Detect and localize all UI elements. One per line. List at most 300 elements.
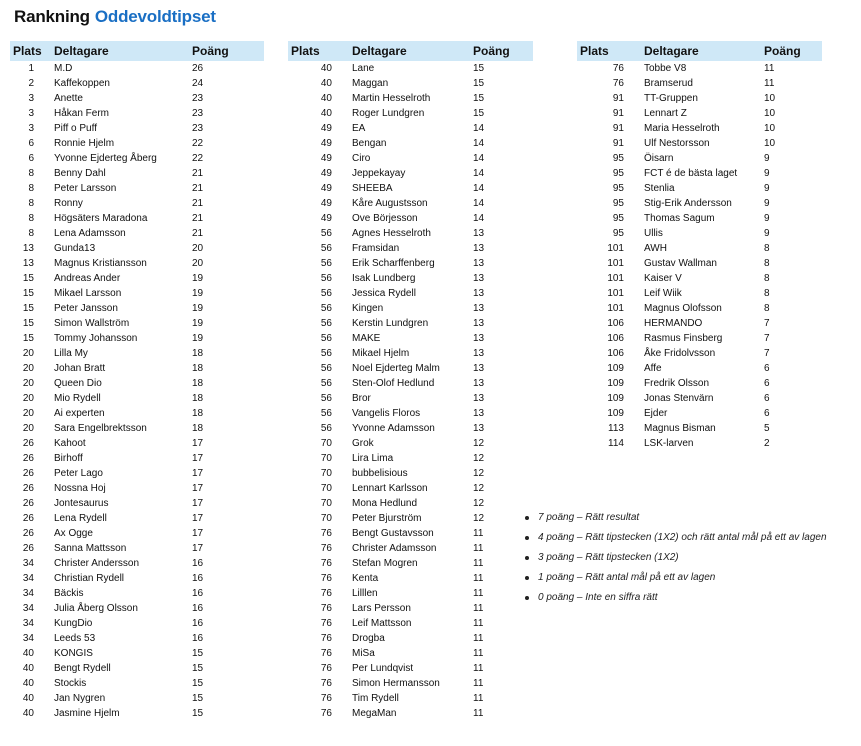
table-row: [10, 61, 264, 76]
table-row: [577, 76, 822, 91]
cell-plats: 15: [22, 318, 34, 329]
table-row: [288, 331, 533, 346]
cell-deltagare: Christian Rydell: [54, 573, 125, 584]
table-row: [10, 196, 264, 211]
cell-deltagare: bubbelisious: [352, 468, 408, 479]
cell-plats: 109: [607, 363, 624, 374]
table-row: [10, 151, 264, 166]
cell-plats: 34: [22, 618, 34, 629]
cell-deltagare: Roger Lundgren: [352, 108, 425, 119]
cell-deltagare: Jessica Rydell: [352, 288, 416, 299]
cell-poang: 16: [192, 588, 204, 599]
cell-poang: 6: [764, 363, 770, 374]
table-row: [577, 106, 822, 121]
table-row: [10, 346, 264, 361]
cell-poang: 10: [764, 138, 776, 149]
cell-deltagare: Peter Bjurström: [352, 513, 422, 524]
table-row: [577, 181, 822, 196]
cell-plats: 76: [320, 663, 332, 674]
table-row: [288, 646, 533, 661]
cell-deltagare: Ulf Nestorsson: [644, 138, 710, 149]
cell-poang: 11: [473, 663, 484, 674]
cell-plats: 109: [607, 408, 624, 419]
cell-deltagare: Håkan Ferm: [54, 108, 110, 119]
cell-poang: 16: [192, 633, 204, 644]
cell-deltagare: Jonas Stenvärn: [644, 393, 714, 404]
cell-deltagare: LSK-larven: [644, 438, 694, 449]
cell-plats: 56: [320, 363, 332, 374]
cell-poang: 21: [192, 228, 204, 239]
table-row: [10, 676, 264, 691]
cell-plats: 2: [28, 78, 34, 89]
cell-plats: 101: [607, 303, 624, 314]
cell-poang: 18: [192, 378, 204, 389]
cell-poang: 17: [192, 483, 204, 494]
cell-deltagare: Lira Lima: [352, 453, 394, 464]
cell-plats: 70: [320, 438, 332, 449]
cell-poang: 11: [473, 693, 484, 704]
cell-deltagare: Kenta: [352, 573, 379, 584]
cell-poang: 12: [473, 438, 485, 449]
cell-plats: 106: [607, 348, 624, 359]
cell-plats: 70: [320, 498, 332, 509]
cell-plats: 95: [612, 198, 624, 209]
cell-deltagare: Stig-Erik Andersson: [644, 198, 732, 209]
cell-deltagare: Christer Andersson: [54, 558, 140, 569]
cell-plats: 20: [22, 348, 34, 359]
cell-deltagare: Gustav Wallman: [644, 258, 717, 269]
cell-poang: 11: [764, 63, 775, 74]
cell-deltagare: Thomas Sagum: [644, 213, 715, 224]
cell-deltagare: Rasmus Finsberg: [644, 333, 723, 344]
cell-plats: 56: [320, 258, 332, 269]
cell-plats: 6: [28, 138, 34, 149]
cell-poang: 8: [764, 258, 770, 269]
cell-plats: 40: [320, 93, 332, 104]
cell-poang: 13: [473, 243, 485, 254]
cell-deltagare: KungDio: [54, 618, 93, 629]
cell-plats: 8: [28, 183, 34, 194]
table-row: [577, 166, 822, 181]
cell-deltagare: Ejder: [644, 408, 668, 419]
cell-deltagare: Fredrik Olsson: [644, 378, 710, 389]
cell-plats: 49: [320, 123, 332, 134]
cell-deltagare: Mio Rydell: [54, 393, 101, 404]
title-brand: Oddevoldtipset: [94, 7, 216, 26]
cell-plats: 95: [612, 213, 624, 224]
table-row: [288, 301, 533, 316]
table-row: [288, 316, 533, 331]
cell-plats: 106: [607, 318, 624, 329]
cell-plats: 56: [320, 423, 332, 434]
table-row: [288, 526, 533, 541]
cell-deltagare: Ullis: [644, 228, 663, 239]
cell-plats: 109: [607, 393, 624, 404]
cell-poang: 17: [192, 468, 204, 479]
cell-poang: 17: [192, 513, 204, 524]
cell-poang: 9: [764, 183, 770, 194]
cell-deltagare: Kingen: [352, 303, 384, 314]
cell-poang: 11: [473, 528, 484, 539]
cell-poang: 19: [192, 288, 204, 299]
cell-plats: 76: [320, 693, 332, 704]
header-deltagare: Deltagare: [644, 44, 699, 58]
cell-deltagare: Queen Dio: [54, 378, 102, 389]
cell-deltagare: Kahoot: [54, 438, 86, 449]
cell-plats: 15: [22, 333, 34, 344]
cell-plats: 49: [320, 183, 332, 194]
cell-poang: 11: [473, 588, 484, 599]
table-row: [10, 181, 264, 196]
table-row: [288, 586, 533, 601]
ranking-table-1: [10, 41, 264, 721]
table-row: [288, 496, 533, 511]
cell-plats: 8: [28, 228, 34, 239]
table-row: [577, 91, 822, 106]
cell-plats: 26: [22, 438, 34, 449]
table-row: [10, 691, 264, 706]
cell-deltagare: Bramserud: [644, 78, 693, 89]
cell-plats: 49: [320, 198, 332, 209]
table-row: [10, 661, 264, 676]
table-row: [577, 271, 822, 286]
header-poang: Poäng: [473, 44, 510, 58]
cell-plats: 56: [320, 393, 332, 404]
table-row: [577, 136, 822, 151]
cell-deltagare: MiSa: [352, 648, 375, 659]
cell-poang: 7: [764, 348, 770, 359]
cell-poang: 21: [192, 183, 204, 194]
ranking-column-3: [577, 41, 822, 451]
table-row: [288, 136, 533, 151]
table-row: [288, 256, 533, 271]
cell-deltagare: Kåre Augustsson: [352, 198, 428, 209]
cell-poang: 26: [192, 63, 204, 74]
cell-poang: 11: [473, 603, 484, 614]
table-row: [577, 241, 822, 256]
cell-deltagare: M.D: [54, 63, 73, 74]
cell-deltagare: Lena Rydell: [54, 513, 107, 524]
cell-poang: 11: [473, 648, 484, 659]
cell-plats: 56: [320, 288, 332, 299]
cell-poang: 12: [473, 468, 485, 479]
cell-deltagare: Peter Jansson: [54, 303, 118, 314]
table-row: [288, 241, 533, 256]
cell-deltagare: Maria Hesselroth: [644, 123, 720, 134]
cell-poang: 11: [473, 678, 484, 689]
cell-plats: 34: [22, 573, 34, 584]
header-deltagare: Deltagare: [352, 44, 407, 58]
cell-plats: 76: [320, 528, 332, 539]
cell-poang: 7: [764, 318, 770, 329]
cell-poang: 18: [192, 363, 204, 374]
cell-deltagare: Bror: [352, 393, 371, 404]
cell-plats: 49: [320, 168, 332, 179]
table-row: [288, 346, 533, 361]
cell-deltagare: Peter Larsson: [54, 183, 117, 194]
table-row: [10, 631, 264, 646]
cell-plats: 49: [320, 153, 332, 164]
cell-poang: 16: [192, 573, 204, 584]
cell-plats: 95: [612, 183, 624, 194]
cell-poang: 2: [764, 438, 770, 449]
table-row: [10, 91, 264, 106]
cell-poang: 15: [473, 93, 485, 104]
cell-plats: 70: [320, 453, 332, 464]
cell-plats: 26: [22, 498, 34, 509]
table-row: [10, 466, 264, 481]
cell-deltagare: MAKE: [352, 333, 381, 344]
cell-plats: 26: [22, 483, 34, 494]
cell-plats: 95: [612, 228, 624, 239]
cell-plats: 95: [612, 168, 624, 179]
cell-deltagare: Birhoff: [54, 453, 83, 464]
cell-deltagare: Bengt Gustavsson: [352, 528, 434, 539]
cell-poang: 17: [192, 438, 204, 449]
table-row: [288, 226, 533, 241]
cell-poang: 8: [764, 243, 770, 254]
cell-deltagare: Grok: [352, 438, 374, 449]
table-row: [10, 541, 264, 556]
cell-plats: 26: [22, 513, 34, 524]
table-row: [288, 211, 533, 226]
cell-plats: 20: [22, 378, 34, 389]
table-row: [288, 511, 533, 526]
table-row: [10, 271, 264, 286]
cell-plats: 70: [320, 483, 332, 494]
cell-plats: 20: [22, 393, 34, 404]
cell-poang: 19: [192, 303, 204, 314]
cell-poang: 12: [473, 498, 485, 509]
table-row: [10, 496, 264, 511]
cell-deltagare: TT-Gruppen: [644, 93, 698, 104]
table-row: [10, 76, 264, 91]
table-row: [577, 121, 822, 136]
cell-deltagare: Lars Persson: [352, 603, 411, 614]
cell-deltagare: Lennart Z: [644, 108, 687, 119]
table-row: [10, 436, 264, 451]
cell-plats: 56: [320, 318, 332, 329]
table-row: [288, 541, 533, 556]
cell-poang: 8: [764, 303, 770, 314]
cell-deltagare: Ove Börjesson: [352, 213, 418, 224]
cell-deltagare: Benny Dahl: [54, 168, 106, 179]
cell-plats: 34: [22, 588, 34, 599]
cell-deltagare: Vangelis Floros: [352, 408, 421, 419]
cell-deltagare: Yvonne Adamsson: [352, 423, 435, 434]
table-row: [10, 646, 264, 661]
cell-poang: 13: [473, 228, 485, 239]
cell-deltagare: Mikael Hjelm: [352, 348, 410, 359]
cell-poang: 14: [473, 168, 485, 179]
header-poang: Poäng: [192, 44, 229, 58]
table-row: [10, 511, 264, 526]
table-row: [10, 256, 264, 271]
cell-poang: 20: [192, 258, 204, 269]
cell-poang: 17: [192, 453, 204, 464]
table-row: [10, 286, 264, 301]
cell-deltagare: Jan Nygren: [54, 693, 106, 704]
table-row: [288, 631, 533, 646]
cell-plats: 56: [320, 333, 332, 344]
table-row: [288, 196, 533, 211]
table-row: [288, 151, 533, 166]
cell-deltagare: Andreas Ander: [54, 273, 121, 284]
cell-poang: 13: [473, 333, 485, 344]
cell-deltagare: Sara Engelbrektsson: [54, 423, 147, 434]
cell-deltagare: Christer Adamsson: [352, 543, 437, 554]
table-row: [288, 676, 533, 691]
cell-poang: 9: [764, 168, 770, 179]
table-row: [288, 91, 533, 106]
cell-plats: 106: [607, 333, 624, 344]
cell-plats: 91: [612, 138, 624, 149]
legend-item: 7 poäng – Rätt resultat: [524, 510, 827, 530]
cell-deltagare: Mona Hedlund: [352, 498, 418, 509]
cell-poang: 13: [473, 348, 485, 359]
cell-plats: 15: [22, 288, 34, 299]
table-row: [577, 391, 822, 406]
cell-poang: 18: [192, 393, 204, 404]
cell-deltagare: Lilla My: [54, 348, 88, 359]
cell-deltagare: Stefan Mogren: [352, 558, 418, 569]
cell-plats: 91: [612, 108, 624, 119]
cell-poang: 11: [473, 618, 484, 629]
cell-deltagare: Agnes Hesselroth: [352, 228, 431, 239]
cell-deltagare: Piff o Puff: [54, 123, 97, 134]
cell-poang: 13: [473, 393, 485, 404]
ranking-table-2: [288, 41, 533, 721]
cell-poang: 17: [192, 498, 204, 509]
table-header-row: [288, 41, 533, 61]
table-row: [10, 316, 264, 331]
cell-poang: 17: [192, 528, 204, 539]
header-plats: Plats: [291, 44, 320, 58]
table-row: [288, 466, 533, 481]
cell-poang: 14: [473, 123, 485, 134]
cell-plats: 13: [22, 258, 34, 269]
cell-plats: 26: [22, 468, 34, 479]
cell-plats: 40: [320, 78, 332, 89]
table-header-row: [10, 41, 264, 61]
cell-plats: 95: [612, 153, 624, 164]
cell-plats: 101: [607, 288, 624, 299]
cell-plats: 56: [320, 348, 332, 359]
legend-item: 0 poäng – Inte en siffra rätt: [524, 590, 827, 610]
cell-poang: 18: [192, 408, 204, 419]
cell-plats: 76: [612, 78, 624, 89]
cell-plats: 70: [320, 513, 332, 524]
cell-plats: 76: [320, 603, 332, 614]
cell-poang: 12: [473, 453, 485, 464]
table-row: [288, 601, 533, 616]
cell-poang: 22: [192, 153, 204, 164]
cell-deltagare: Julia Åberg Olsson: [54, 603, 138, 614]
cell-poang: 11: [473, 573, 484, 584]
cell-poang: 20: [192, 243, 204, 254]
cell-poang: 18: [192, 348, 204, 359]
cell-poang: 10: [764, 108, 776, 119]
cell-deltagare: Leif Mattsson: [352, 618, 412, 629]
cell-deltagare: Erik Scharffenberg: [352, 258, 435, 269]
cell-deltagare: MegaMan: [352, 708, 397, 719]
cell-deltagare: Jeppekayay: [352, 168, 406, 179]
cell-plats: 113: [608, 423, 624, 434]
cell-plats: 76: [320, 543, 332, 554]
table-row: [288, 121, 533, 136]
cell-poang: 13: [473, 288, 485, 299]
table-row: [10, 391, 264, 406]
cell-poang: 21: [192, 168, 204, 179]
cell-deltagare: Johan Bratt: [54, 363, 106, 374]
cell-plats: 101: [607, 258, 624, 269]
cell-deltagare: KONGIS: [54, 648, 93, 659]
scoring-legend: [524, 510, 827, 610]
cell-plats: 40: [320, 108, 332, 119]
cell-plats: 56: [320, 408, 332, 419]
cell-poang: 14: [473, 183, 485, 194]
table-row: [10, 301, 264, 316]
cell-plats: 8: [28, 168, 34, 179]
cell-poang: 15: [473, 63, 485, 74]
header-deltagare: Deltagare: [54, 44, 109, 58]
cell-deltagare: Maggan: [352, 78, 389, 89]
cell-deltagare: Lennart Karlsson: [352, 483, 428, 494]
table-row: [10, 706, 264, 721]
legend-item: 4 poäng – Rätt tipstecken (1X2) och rätt antal mål på ett av lagen: [524, 530, 827, 550]
table-row: [577, 361, 822, 376]
table-row: [577, 421, 822, 436]
cell-deltagare: Lena Adamsson: [54, 228, 126, 239]
table-row: [10, 121, 264, 136]
table-row: [288, 481, 533, 496]
cell-poang: 19: [192, 318, 204, 329]
cell-plats: 3: [28, 93, 34, 104]
table-row: [577, 301, 822, 316]
table-row: [577, 61, 822, 76]
table-row: [288, 436, 533, 451]
table-row: [288, 661, 533, 676]
cell-deltagare: EA: [352, 123, 366, 134]
table-row: [577, 151, 822, 166]
cell-poang: 15: [473, 108, 485, 119]
table-row: [10, 481, 264, 496]
cell-poang: 11: [764, 78, 775, 89]
cell-deltagare: Stockis: [54, 678, 87, 689]
cell-deltagare: Gunda13: [54, 243, 96, 254]
title-prefix: Rankning: [14, 7, 90, 26]
cell-deltagare: Mikael Larsson: [54, 288, 122, 299]
cell-deltagare: Leif Wiik: [644, 288, 682, 299]
cell-plats: 91: [612, 93, 624, 104]
cell-plats: 6: [28, 153, 34, 164]
cell-deltagare: Drogba: [352, 633, 385, 644]
cell-deltagare: SHEEBA: [352, 183, 393, 194]
cell-poang: 19: [192, 333, 204, 344]
table-row: [288, 106, 533, 121]
cell-plats: 40: [22, 708, 34, 719]
cell-poang: 9: [764, 198, 770, 209]
cell-plats: 34: [22, 633, 34, 644]
cell-deltagare: Åke Fridolvsson: [644, 348, 716, 359]
cell-deltagare: Anette: [54, 93, 83, 104]
table-row: [10, 406, 264, 421]
page-title: [14, 7, 216, 27]
cell-plats: 15: [22, 273, 34, 284]
cell-poang: 8: [764, 288, 770, 299]
cell-plats: 1: [28, 63, 34, 74]
cell-deltagare: Ax Ogge: [54, 528, 93, 539]
